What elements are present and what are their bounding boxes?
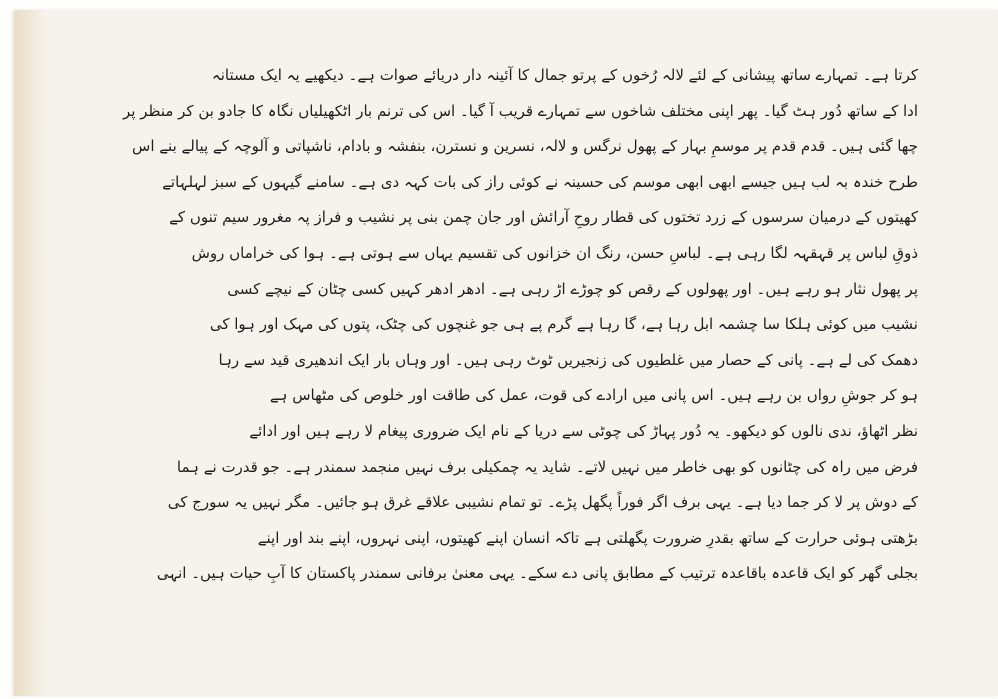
text-line-8: نشیب میں کوئی ہلکا سا چشمہ ابل رہا ہے، گا رہا ہے گرم پے ہی جو غنچوں کی چٹک، پتوں کی مہک اور ہوا کی <box>209 315 918 334</box>
paper-binding-edge <box>14 10 46 696</box>
text-line-10: ہو کر جوشِ رواں بن رہے ہیں۔ اس پانی میں ارادے کی قوت، عمل کی طاقت اور خلوص کی مٹھاس ہے <box>269 386 918 405</box>
text-line-12: فرض میں راہ کی چٹانوں کو بھی خاطر میں نہیں لاتے۔ شاید یہ چمکیلی برف نہیں منجمد سمندر ہے۔ جو قدرت نے ہما <box>176 457 918 476</box>
text-line-6: ذوقِ لباس پر قہقہہ لگا رہی ہے۔ لباسِ حسن، رنگ ان خزانوں کی تقسیم یہاں سے ہوتی ہے۔ ہوا کی خراماں روش <box>191 243 918 262</box>
text-line-14: بڑھتی ہوئی حرارت کے ساتھ بقدرِ ضرورت پگھلتی ہے تاکہ انسان اپنے کھیتوں، اپنی نہروں، اپنے بند اور اپنے <box>257 528 918 547</box>
text-line-3: چھا گئی ہیں۔ قدم قدم پر موسمِ بہار کے پھول نرگس و لالہ، نسرین و نسترن، بنفشہ و بادام، ناشپاتی و آلوچہ کے پیالے بنے اس <box>132 137 918 156</box>
text-line-11: نظر اٹھاؤ، ندی نالوں کو دیکھو۔ یہ دُور پہاڑ کی چوٹی سے دریا کے نام ایک ضروری پیغام لا رہے ہیں اور ادائے <box>249 421 918 440</box>
text-line-4: طرح خندہ بہ لب ہیں جیسے ابھی ابھی موسم کی حسینہ نے کوئی راز کی بات کہہ دی ہے۔ سامنے گیہوں کے سبز لہلہاتے <box>162 172 918 191</box>
text-line-13: کے دوش پر لا کر جما دیا ہے۔ یہی برف اگر فوراً پگھل پڑے۔ تو تمام نشیبی علاقے غرق ہو جائیں۔ مگر نہیں یہ سورج کی <box>167 493 918 512</box>
text-line-9: دھمک کی لے ہے۔ پانی کے حصار میں غلطیوں کی زنجیریں ٹوٹ رہی ہیں۔ اور وہاں بار ایک اندھیری قید سے رہا <box>218 350 918 369</box>
urdu-text-block <box>108 58 918 592</box>
text-line-1: کرتا ہے۔ تمہارے ساتھ پیشانی کے لئے لالہ رُخوں کے پرتو جمال کا آئینہ دار دریائے صوات ہے۔ دیکھیے یہ ایک مستانہ <box>211 66 918 84</box>
text-line-2: ادا کے ساتھ دُور ہٹ گیا۔ پھر اپنی مختلف شاخوں سے تمہارے قریب آ گیا۔ اس کی ترنم بار اٹکھیلیاں نگاہ کا جادو بن کر منظر پر <box>123 101 918 120</box>
text-line-5: کھیتوں کے درمیان سرسوں کے زرد تختوں کی قطار روحِ آرائش اور جان چمن بنی پر نشیب و فراز پہ مغرور سیم تنوں کے <box>169 208 918 227</box>
text-line-7: پر پھول نثار ہو رہے ہیں۔ اور پھولوں کے رقص کو چوڑے اڑ رہی ہے۔ ادھر ادھر کہیں کسی چٹان کے نیچے کسی <box>227 279 918 298</box>
text-line-15: بجلی گھر کو ایک قاعدہ باقاعدہ ترتیب کے مطابق پانی دے سکے۔ یہی معنیٰ برفانی سمندر پاکستان کا آبِ حیات ہیں۔ انہی <box>156 564 918 583</box>
